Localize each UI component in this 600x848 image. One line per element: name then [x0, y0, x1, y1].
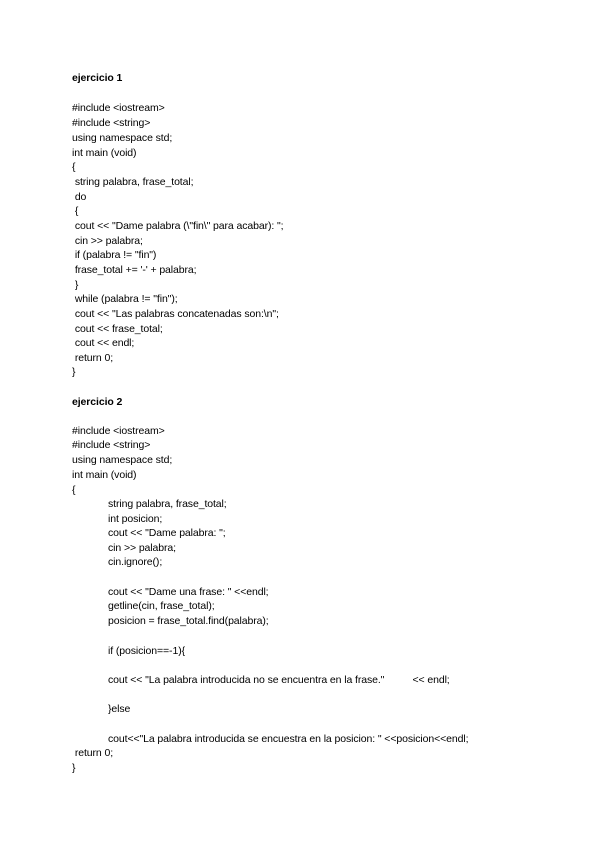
- code-line: cin >> palabra;: [108, 542, 176, 554]
- code-line: string palabra, frase_total;: [72, 176, 194, 188]
- exercise-1-heading: ejercicio 1: [72, 72, 123, 84]
- code-line: using namespace std;: [72, 132, 173, 144]
- code-line: }: [72, 366, 76, 378]
- code-line: cout<<"La palabra introducida se encuestra en la posicion: " <<posicion<<endl;: [108, 733, 469, 745]
- code-line: #include <iostream>: [72, 425, 165, 437]
- code-line: int main (void): [72, 147, 137, 159]
- code-line: }: [72, 762, 76, 774]
- code-line: frase_total += '-' + palabra;: [72, 264, 197, 276]
- code-line: cout << "Dame una frase: " <<endl;: [108, 586, 269, 598]
- code-line: if (posicion==-1){: [108, 645, 185, 657]
- code-line: int posicion;: [108, 513, 163, 525]
- code-line: {: [72, 205, 79, 217]
- code-line: getline(cin, frase_total);: [108, 600, 215, 612]
- code-line: return 0;: [72, 747, 114, 759]
- code-line: cout << "Dame palabra (\"fin\" para acabar): ";: [72, 220, 284, 232]
- code-line: do: [72, 191, 87, 203]
- code-line: #include <iostream>: [72, 102, 165, 114]
- code-line: posicion = frase_total.find(palabra);: [108, 615, 269, 627]
- code-line: while (palabra != "fin");: [72, 293, 178, 305]
- code-line: #include <string>: [72, 117, 151, 129]
- code-line: if (palabra != "fin"): [72, 249, 157, 261]
- code-line: string palabra, frase_total;: [108, 498, 227, 510]
- code-line: using namespace std;: [72, 454, 173, 466]
- code-line: {: [72, 161, 76, 173]
- code-line: }: [72, 279, 79, 291]
- code-line: #include <string>: [72, 439, 151, 451]
- code-line: }else: [108, 703, 131, 715]
- code-line: cin >> palabra;: [72, 235, 143, 247]
- code-line: cout << "La palabra introducida no se encuentra en la frase." << endl;: [108, 674, 450, 686]
- code-line: cout << frase_total;: [72, 323, 163, 335]
- exercise-2-heading: ejercicio 2: [72, 396, 123, 408]
- code-line: cout << endl;: [72, 337, 135, 349]
- code-line: int main (void): [72, 469, 137, 481]
- code-line: cout << "Las palabras concatenadas son:\n";: [72, 308, 279, 320]
- code-line: {: [72, 484, 76, 496]
- code-line: return 0;: [72, 352, 114, 364]
- code-line: cout << "Dame palabra: ";: [108, 527, 226, 539]
- code-line: cin.ignore();: [108, 556, 163, 568]
